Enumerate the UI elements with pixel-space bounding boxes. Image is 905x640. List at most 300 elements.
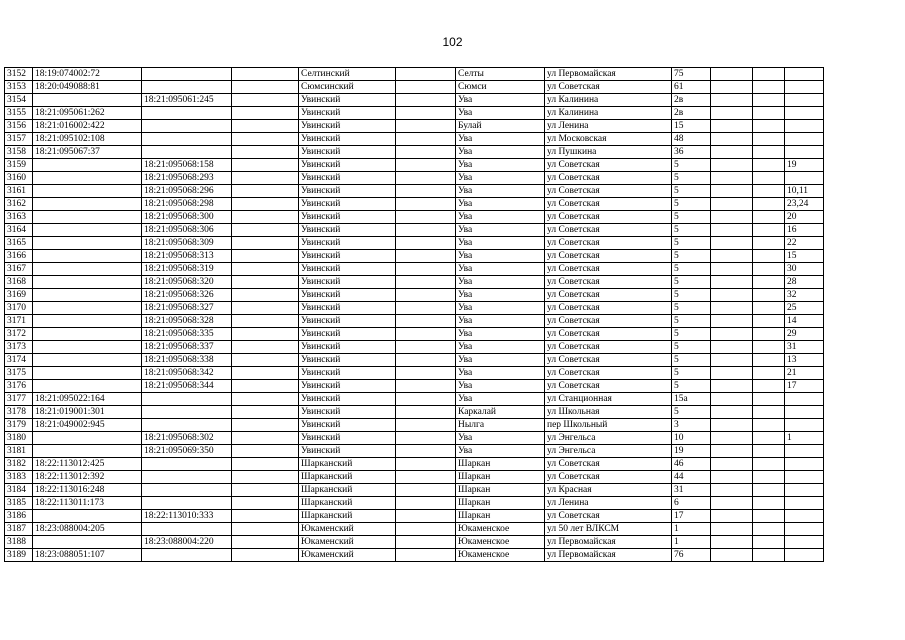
cell-cadastral-number-alt: 18:21:095068:342 xyxy=(142,367,232,380)
cell-cadastral-number xyxy=(33,341,142,354)
cell-settlement: Нылга xyxy=(456,419,545,432)
cell-empty xyxy=(753,159,785,172)
cell-empty xyxy=(753,354,785,367)
table-row xyxy=(5,172,824,185)
cell-settlement: Ува xyxy=(456,432,545,445)
cell-row-number: 3153 xyxy=(5,81,33,94)
cell-row-number: 3152 xyxy=(5,68,33,81)
cell-street: ул Калинина xyxy=(545,107,672,120)
cell-empty xyxy=(232,328,299,341)
cell-empty xyxy=(396,523,456,536)
cell-cadastral-number-alt: 18:21:095068:344 xyxy=(142,380,232,393)
cell-street: ул Первомайская xyxy=(545,536,672,549)
cell-empty xyxy=(232,172,299,185)
cell-empty xyxy=(711,81,753,94)
cell-settlement: Ува xyxy=(456,289,545,302)
cell-empty xyxy=(396,198,456,211)
cell-district: Увинский xyxy=(299,211,396,224)
cell-apartment: 17 xyxy=(785,380,824,393)
cell-cadastral-number: 18:21:095067:37 xyxy=(33,146,142,159)
cell-district: Юкаменский xyxy=(299,549,396,562)
cell-cadastral-number-alt: 18:21:095068:158 xyxy=(142,159,232,172)
cell-row-number: 3176 xyxy=(5,380,33,393)
cell-house: 46 xyxy=(672,458,711,471)
cell-empty xyxy=(396,549,456,562)
cell-cadastral-number-alt xyxy=(142,523,232,536)
cell-cadastral-number xyxy=(33,198,142,211)
cell-empty xyxy=(232,315,299,328)
cell-district: Увинский xyxy=(299,354,396,367)
cell-district: Увинский xyxy=(299,185,396,198)
cell-district: Шарканский xyxy=(299,510,396,523)
cell-empty xyxy=(396,328,456,341)
cell-row-number: 3177 xyxy=(5,393,33,406)
cell-cadastral-number-alt: 18:21:095068:319 xyxy=(142,263,232,276)
cell-street: ул Советская xyxy=(545,172,672,185)
cell-street: ул 50 лет ВЛКСМ xyxy=(545,523,672,536)
cell-empty xyxy=(711,107,753,120)
cell-empty xyxy=(753,380,785,393)
cell-empty xyxy=(232,510,299,523)
table-row xyxy=(5,146,824,159)
cell-empty xyxy=(753,94,785,107)
cell-empty xyxy=(396,354,456,367)
cell-cadastral-number-alt: 18:22:113010:333 xyxy=(142,510,232,523)
cell-district: Увинский xyxy=(299,237,396,250)
cell-apartment xyxy=(785,406,824,419)
cell-district: Юкаменский xyxy=(299,523,396,536)
cell-cadastral-number xyxy=(33,276,142,289)
cell-cadastral-number-alt xyxy=(142,406,232,419)
cell-apartment xyxy=(785,120,824,133)
cell-street: ул Советская xyxy=(545,302,672,315)
cell-empty xyxy=(232,68,299,81)
cell-district: Увинский xyxy=(299,328,396,341)
cell-settlement: Ува xyxy=(456,224,545,237)
cell-empty xyxy=(232,289,299,302)
cell-apartment xyxy=(785,523,824,536)
cell-empty xyxy=(396,406,456,419)
cell-settlement: Ува xyxy=(456,302,545,315)
cell-district: Увинский xyxy=(299,198,396,211)
cell-apartment: 31 xyxy=(785,341,824,354)
cell-cadastral-number xyxy=(33,289,142,302)
cell-cadastral-number-alt xyxy=(142,497,232,510)
cell-empty xyxy=(232,81,299,94)
cell-house: 36 xyxy=(672,146,711,159)
cell-row-number: 3182 xyxy=(5,458,33,471)
cell-settlement: Шаркан xyxy=(456,510,545,523)
cell-cadastral-number-alt: 18:21:095068:328 xyxy=(142,315,232,328)
cell-empty xyxy=(711,198,753,211)
cell-house: 5 xyxy=(672,328,711,341)
cell-settlement: Ува xyxy=(456,198,545,211)
table-row xyxy=(5,406,824,419)
cell-cadastral-number-alt xyxy=(142,549,232,562)
cell-empty xyxy=(753,81,785,94)
cell-house: 5 xyxy=(672,172,711,185)
cell-empty xyxy=(753,523,785,536)
cell-empty xyxy=(711,263,753,276)
table-row xyxy=(5,341,824,354)
cell-cadastral-number-alt: 18:21:095068:338 xyxy=(142,354,232,367)
cell-empty xyxy=(753,224,785,237)
cell-district: Увинский xyxy=(299,445,396,458)
cell-empty xyxy=(396,484,456,497)
cell-cadastral-number: 18:21:095061:262 xyxy=(33,107,142,120)
cell-house: 5 xyxy=(672,380,711,393)
cell-empty xyxy=(232,198,299,211)
cell-empty xyxy=(232,120,299,133)
cell-empty xyxy=(232,302,299,315)
cell-street: ул Советская xyxy=(545,250,672,263)
cell-empty xyxy=(753,250,785,263)
cell-apartment: 14 xyxy=(785,315,824,328)
cell-cadastral-number-alt: 18:21:095068:298 xyxy=(142,198,232,211)
table-row xyxy=(5,224,824,237)
cell-house: 5 xyxy=(672,289,711,302)
cell-street: ул Советская xyxy=(545,289,672,302)
cell-cadastral-number-alt: 18:21:095068:313 xyxy=(142,250,232,263)
table-row xyxy=(5,81,824,94)
cell-empty xyxy=(396,146,456,159)
cell-row-number: 3165 xyxy=(5,237,33,250)
cell-cadastral-number xyxy=(33,211,142,224)
cell-street: ул Первомайская xyxy=(545,549,672,562)
cell-apartment xyxy=(785,471,824,484)
table-row xyxy=(5,471,824,484)
cell-district: Увинский xyxy=(299,159,396,172)
cell-cadastral-number-alt: 18:21:095068:335 xyxy=(142,328,232,341)
cell-empty xyxy=(396,432,456,445)
cell-empty xyxy=(711,133,753,146)
cell-apartment xyxy=(785,146,824,159)
cell-cadastral-number-alt: 18:21:095068:309 xyxy=(142,237,232,250)
cell-apartment: 32 xyxy=(785,289,824,302)
cell-cadastral-number-alt xyxy=(142,393,232,406)
cell-cadastral-number xyxy=(33,536,142,549)
cell-street: ул Пушкина xyxy=(545,146,672,159)
cell-empty xyxy=(753,68,785,81)
cell-empty xyxy=(753,471,785,484)
cell-empty xyxy=(753,432,785,445)
cell-street: ул Советская xyxy=(545,328,672,341)
cell-empty xyxy=(232,432,299,445)
cell-house: 44 xyxy=(672,471,711,484)
cell-empty xyxy=(711,406,753,419)
table-row xyxy=(5,237,824,250)
cell-apartment xyxy=(785,510,824,523)
cell-street: ул Ленина xyxy=(545,120,672,133)
cell-row-number: 3158 xyxy=(5,146,33,159)
cell-street: ул Красная xyxy=(545,484,672,497)
cell-settlement: Ува xyxy=(456,185,545,198)
cell-street: ул Советская xyxy=(545,211,672,224)
cell-empty xyxy=(232,211,299,224)
cell-settlement: Ува xyxy=(456,315,545,328)
cell-house: 5 xyxy=(672,367,711,380)
cell-empty xyxy=(396,94,456,107)
cell-empty xyxy=(711,458,753,471)
cell-district: Увинский xyxy=(299,224,396,237)
cell-district: Шарканский xyxy=(299,497,396,510)
cell-cadastral-number xyxy=(33,367,142,380)
cell-empty xyxy=(232,536,299,549)
cell-empty xyxy=(232,250,299,263)
cell-empty xyxy=(753,484,785,497)
cell-empty xyxy=(396,471,456,484)
cell-cadastral-number xyxy=(33,380,142,393)
cell-empty xyxy=(711,159,753,172)
cell-settlement: Ува xyxy=(456,172,545,185)
cell-street: ул Советская xyxy=(545,159,672,172)
table-row xyxy=(5,185,824,198)
cell-cadastral-number xyxy=(33,237,142,250)
cell-house: 5 xyxy=(672,159,711,172)
cell-street: ул Советская xyxy=(545,263,672,276)
cell-street: ул Станционная xyxy=(545,393,672,406)
cell-apartment: 1 xyxy=(785,432,824,445)
cell-street: ул Ленина xyxy=(545,497,672,510)
cell-empty xyxy=(711,250,753,263)
cell-house: 19 xyxy=(672,445,711,458)
cell-row-number: 3189 xyxy=(5,549,33,562)
cell-empty xyxy=(753,146,785,159)
cell-cadastral-number xyxy=(33,354,142,367)
cell-cadastral-number-alt xyxy=(142,419,232,432)
cell-district: Увинский xyxy=(299,263,396,276)
cell-apartment: 20 xyxy=(785,211,824,224)
cell-empty xyxy=(711,536,753,549)
cell-district: Увинский xyxy=(299,94,396,107)
cell-empty xyxy=(232,185,299,198)
cell-empty xyxy=(232,224,299,237)
cell-cadastral-number: 18:21:095022:164 xyxy=(33,393,142,406)
cell-empty xyxy=(396,315,456,328)
cell-row-number: 3178 xyxy=(5,406,33,419)
cell-empty xyxy=(753,237,785,250)
cell-empty xyxy=(232,523,299,536)
cell-house: 5 xyxy=(672,354,711,367)
cell-empty xyxy=(232,341,299,354)
cell-empty xyxy=(396,133,456,146)
cell-row-number: 3188 xyxy=(5,536,33,549)
cell-row-number: 3175 xyxy=(5,367,33,380)
cell-apartment: 13 xyxy=(785,354,824,367)
cell-empty xyxy=(711,549,753,562)
cell-street: ул Советская xyxy=(545,198,672,211)
cell-empty xyxy=(711,341,753,354)
cell-cadastral-number-alt: 18:21:095068:302 xyxy=(142,432,232,445)
cell-house: 76 xyxy=(672,549,711,562)
cell-empty xyxy=(753,107,785,120)
cell-empty xyxy=(711,523,753,536)
cell-street: ул Энгельса xyxy=(545,445,672,458)
cell-empty xyxy=(396,380,456,393)
cell-street: ул Советская xyxy=(545,341,672,354)
table-row xyxy=(5,367,824,380)
cell-empty xyxy=(711,510,753,523)
cell-house: 5 xyxy=(672,224,711,237)
cell-district: Сюмсинский xyxy=(299,81,396,94)
cell-street: ул Советская xyxy=(545,185,672,198)
cell-empty xyxy=(232,237,299,250)
cell-street: пер Школьный xyxy=(545,419,672,432)
cell-empty xyxy=(232,133,299,146)
cell-house: 5 xyxy=(672,302,711,315)
cell-house: 10 xyxy=(672,432,711,445)
cell-empty xyxy=(753,211,785,224)
cell-cadastral-number-alt: 18:21:095068:326 xyxy=(142,289,232,302)
table-row xyxy=(5,432,824,445)
cell-row-number: 3183 xyxy=(5,471,33,484)
cell-cadastral-number-alt: 18:21:095061:245 xyxy=(142,94,232,107)
cell-district: Увинский xyxy=(299,367,396,380)
cell-empty xyxy=(711,276,753,289)
cell-house: 5 xyxy=(672,276,711,289)
cell-empty xyxy=(753,185,785,198)
cell-apartment xyxy=(785,81,824,94)
cell-row-number: 3164 xyxy=(5,224,33,237)
cell-cadastral-number-alt xyxy=(142,68,232,81)
cell-cadastral-number-alt: 18:21:095068:337 xyxy=(142,341,232,354)
cell-row-number: 3161 xyxy=(5,185,33,198)
cell-empty xyxy=(753,510,785,523)
cell-empty xyxy=(753,341,785,354)
cell-empty xyxy=(232,276,299,289)
cell-house: 2в xyxy=(672,107,711,120)
table-row xyxy=(5,510,824,523)
cell-cadastral-number: 18:23:088051:107 xyxy=(33,549,142,562)
cell-house: 5 xyxy=(672,263,711,276)
cell-cadastral-number xyxy=(33,250,142,263)
cell-empty xyxy=(396,224,456,237)
cell-empty xyxy=(753,497,785,510)
table-row xyxy=(5,289,824,302)
cell-empty xyxy=(711,185,753,198)
table-row xyxy=(5,276,824,289)
cell-empty xyxy=(711,445,753,458)
cell-district: Увинский xyxy=(299,172,396,185)
cell-cadastral-number: 18:20:049088:81 xyxy=(33,81,142,94)
cell-apartment xyxy=(785,133,824,146)
cell-settlement: Ува xyxy=(456,237,545,250)
cell-empty xyxy=(711,380,753,393)
cell-apartment: 21 xyxy=(785,367,824,380)
cell-empty xyxy=(711,497,753,510)
cell-row-number: 3160 xyxy=(5,172,33,185)
cell-empty xyxy=(396,445,456,458)
cell-house: 5 xyxy=(672,250,711,263)
cell-district: Увинский xyxy=(299,250,396,263)
cell-apartment xyxy=(785,458,824,471)
cell-cadastral-number: 18:22:113016:248 xyxy=(33,484,142,497)
cell-row-number: 3157 xyxy=(5,133,33,146)
cell-empty xyxy=(396,159,456,172)
cell-cadastral-number-alt: 18:21:095068:306 xyxy=(142,224,232,237)
cell-row-number: 3162 xyxy=(5,198,33,211)
cell-apartment xyxy=(785,536,824,549)
cell-cadastral-number: 18:21:016002:422 xyxy=(33,120,142,133)
cell-apartment: 30 xyxy=(785,263,824,276)
cell-cadastral-number xyxy=(33,159,142,172)
cell-empty xyxy=(711,289,753,302)
cell-district: Увинский xyxy=(299,315,396,328)
cell-apartment: 29 xyxy=(785,328,824,341)
table-row xyxy=(5,484,824,497)
cell-empty xyxy=(396,107,456,120)
cell-empty xyxy=(396,302,456,315)
cell-empty xyxy=(232,497,299,510)
cell-empty xyxy=(232,263,299,276)
cell-apartment xyxy=(785,445,824,458)
cell-empty xyxy=(753,198,785,211)
table-row xyxy=(5,133,824,146)
cell-district: Увинский xyxy=(299,133,396,146)
table-row xyxy=(5,458,824,471)
table-row xyxy=(5,354,824,367)
cell-cadastral-number xyxy=(33,510,142,523)
cell-street: ул Советская xyxy=(545,224,672,237)
cell-cadastral-number-alt: 18:21:095068:300 xyxy=(142,211,232,224)
cell-settlement: Ува xyxy=(456,445,545,458)
cell-district: Увинский xyxy=(299,432,396,445)
table-row xyxy=(5,393,824,406)
cell-cadastral-number-alt xyxy=(142,146,232,159)
cell-empty xyxy=(232,393,299,406)
cell-empty xyxy=(232,471,299,484)
cell-cadastral-number xyxy=(33,302,142,315)
cell-cadastral-number: 18:22:113011:173 xyxy=(33,497,142,510)
cell-apartment xyxy=(785,549,824,562)
cell-empty xyxy=(753,419,785,432)
cell-house: 1 xyxy=(672,536,711,549)
cell-empty xyxy=(396,172,456,185)
cell-cadastral-number xyxy=(33,315,142,328)
cell-empty xyxy=(396,458,456,471)
table-row xyxy=(5,328,824,341)
cell-empty xyxy=(396,510,456,523)
cell-empty xyxy=(396,536,456,549)
cell-house: 5 xyxy=(672,237,711,250)
cell-cadastral-number-alt xyxy=(142,458,232,471)
cell-empty xyxy=(232,94,299,107)
table-row xyxy=(5,263,824,276)
cell-district: Увинский xyxy=(299,289,396,302)
cell-cadastral-number-alt: 18:21:095068:320 xyxy=(142,276,232,289)
cell-empty xyxy=(711,328,753,341)
cell-house: 1 xyxy=(672,523,711,536)
cell-cadastral-number xyxy=(33,432,142,445)
cell-empty xyxy=(753,302,785,315)
cell-apartment: 23,24 xyxy=(785,198,824,211)
cell-cadastral-number-alt: 18:21:095068:327 xyxy=(142,302,232,315)
cell-street: ул Советская xyxy=(545,458,672,471)
cell-street: ул Калинина xyxy=(545,94,672,107)
cell-street: ул Советская xyxy=(545,354,672,367)
cell-row-number: 3169 xyxy=(5,289,33,302)
cell-street: ул Московская xyxy=(545,133,672,146)
cell-empty xyxy=(396,185,456,198)
cell-house: 6 xyxy=(672,497,711,510)
cell-district: Увинский xyxy=(299,302,396,315)
cell-cadastral-number-alt: 18:23:088004:220 xyxy=(142,536,232,549)
cell-empty xyxy=(711,68,753,81)
cell-house: 15а xyxy=(672,393,711,406)
cell-row-number: 3167 xyxy=(5,263,33,276)
cell-street: ул Советская xyxy=(545,276,672,289)
cell-row-number: 3173 xyxy=(5,341,33,354)
